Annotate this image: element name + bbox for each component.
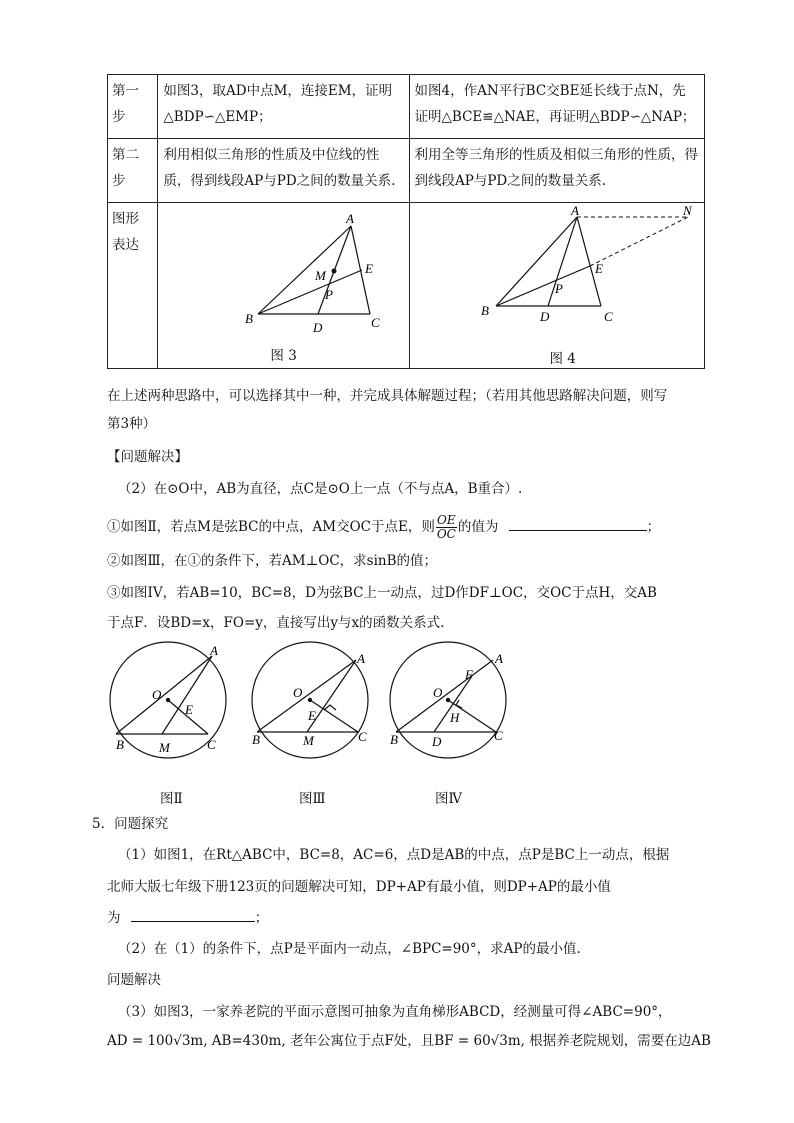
intro-line-2: 第3种） (107, 416, 157, 432)
problem5-title: 5．问题探究 (92, 816, 169, 832)
fraction-denominator: OC (436, 527, 456, 541)
step2-method1: 利用相似三角形的性质及中位线的性质，得到线段AP与PD之间的数量关系. (158, 139, 409, 203)
step1-method2: 如图4，作AN平行BC交BE延长线于点N，先证明△BCE≌△NAE，再证明△BDP∽△NAP； (409, 75, 704, 139)
q2-part1 (107, 514, 660, 541)
fig3-label-a: A (346, 211, 355, 226)
q2-stem: （2）在⊙O中，AB为直径，点C是⊙O上一点（不与点A，B重合）. (118, 481, 523, 497)
fig4-label-b: B (480, 303, 489, 318)
fig4-label-c: C (603, 309, 613, 324)
figure3-caption: 图 3 (270, 348, 297, 364)
fig2-label-b: B (116, 737, 124, 752)
q2-part1-end: ； (646, 519, 661, 535)
fig4c-label-d: D (432, 734, 442, 749)
q2-part1-post: 的值为 (457, 519, 499, 535)
p5-part3-line2: AD = 100√3m, AB=430m, 老年公寓位于点F处，且BF = 60√3m, 根据养老院规划，需要在边AB (107, 1033, 711, 1049)
fig3-label-e: E (365, 261, 374, 276)
fig4-label-a: A (570, 203, 579, 218)
fig4-segment-be (496, 266, 590, 306)
fig3c-label-c: C (358, 729, 367, 744)
figure4-circle-caption: 图Ⅳ (435, 791, 462, 807)
p5-part1-answer-blank[interactable] (131, 907, 255, 922)
fig3c-label-m: M (303, 733, 314, 748)
figure3-circle-caption: 图Ⅲ (299, 791, 326, 807)
fig4-label-e: E (594, 261, 603, 276)
fig4c-label-f: F (465, 667, 473, 682)
figure4-caption: 图 4 (549, 351, 576, 367)
solution-steps-table (107, 74, 705, 369)
fig3-label-d: D (313, 320, 323, 335)
fig2-label-m: M (159, 740, 170, 755)
fig2-label-c: C (207, 737, 216, 752)
fig4-side-ba (496, 217, 577, 306)
fig4-label-d: D (539, 309, 549, 324)
fig3-side-ba (258, 226, 351, 314)
q2-part1-answer-blank[interactable] (509, 516, 647, 531)
fig3c-label-o: O (293, 685, 303, 700)
fig3-point-m (332, 269, 337, 274)
fig4c-label-h: H (450, 710, 460, 725)
p5-part1-line3-text: 为 (107, 910, 121, 926)
figure3-center-dot (308, 698, 312, 702)
fig4-dashed-en (590, 217, 688, 266)
figure4-center-dot (446, 698, 450, 702)
fraction-numerator: OE (437, 513, 456, 527)
figure4-cell (409, 203, 704, 369)
step1-method1: 如图3，取AD中点M，连接EM，证明△BDP∽△EMP； (158, 75, 409, 139)
section-heading: 【问题解决】 (107, 449, 188, 465)
q2-part1-text: ①如图Ⅱ，若点M是弦BC的中点，AM交OC于点E，则 (107, 519, 435, 535)
p5-part1-line2: 北师大版七年级下册123页的问题解决可知，DP+AP有最小值，则DP+AP的最小值 (107, 879, 611, 895)
row-label-step2: 第二步 (108, 139, 158, 203)
figure3-cell (158, 203, 409, 369)
fig4c-label-o: O (433, 685, 443, 700)
row-label-figures: 图形表达 (108, 203, 158, 369)
fig3c-label-a: A (357, 651, 365, 666)
fig3-segment-be (258, 270, 362, 314)
fig4-label-n: N (682, 203, 692, 218)
fig4c-label-c: C (494, 728, 503, 743)
fig2-label-a: A (210, 643, 218, 658)
fig2-label-o: O (152, 687, 162, 702)
figure4-diagram (410, 203, 692, 363)
figure2-center-dot (166, 698, 170, 702)
fig3c-label-e: E (308, 708, 316, 723)
circle-figures (100, 636, 520, 766)
p5-part1-line3 (107, 907, 268, 928)
p5-subheading: 问题解决 (107, 972, 161, 988)
fig2-label-e: E (185, 702, 193, 717)
fig4-label-p: P (554, 281, 563, 296)
fig4c-label-a: A (495, 651, 503, 666)
p5-part2: （2）在（1）的条件下，点P是平面内一动点，∠BPC=90°，求AP的最小值. (118, 941, 581, 957)
fig3c-label-b: B (252, 732, 260, 747)
fig3-label-c: C (371, 315, 381, 330)
q2-part2: ②如图Ⅲ，在①的条件下，若AM⊥OC，求sinB的值； (107, 553, 438, 569)
figure3-diagram (158, 203, 396, 363)
p5-part1-line1: （1）如图1，在Rt△ABC中，BC=8，AC=6，点D是AB的中点，点P是BC上一动点，根据 (118, 847, 670, 863)
row-label-step1: 第一步 (108, 75, 158, 139)
p5-part1-line3-end: ； (254, 910, 269, 926)
intro-line-1: 在上述两种思路中，可以选择其中一种，并完成具体解题过程；（若用其他思路解决问题，则写 (107, 388, 668, 404)
q2-part1-fraction (436, 514, 457, 541)
fig3-label-m: M (315, 268, 327, 283)
step2-method2: 利用全等三角形的性质及相似三角形的性质，得到线段AP与PD之间的数量关系. (409, 139, 704, 203)
q2-part3-line2: 于点F．设BD=x，FO=y，直接写出y与x的函数关系式. (107, 615, 445, 631)
figure2-caption: 图Ⅱ (160, 791, 183, 807)
p5-part3-line1: （3）如图3，一家养老院的平面示意图可抽象为直角梯形ABCD，经测量可得∠ABC=90°， (118, 1004, 672, 1020)
fig4c-label-b: B (390, 732, 398, 747)
fig3-label-p: P (325, 287, 334, 302)
q2-part3-line1: ③如图IV，若AB=10，BC=8，D为弦BC上一动点，过D作DF⊥OC，交OC于点H，交AB (107, 585, 657, 601)
fig3-label-b: B (245, 311, 254, 326)
